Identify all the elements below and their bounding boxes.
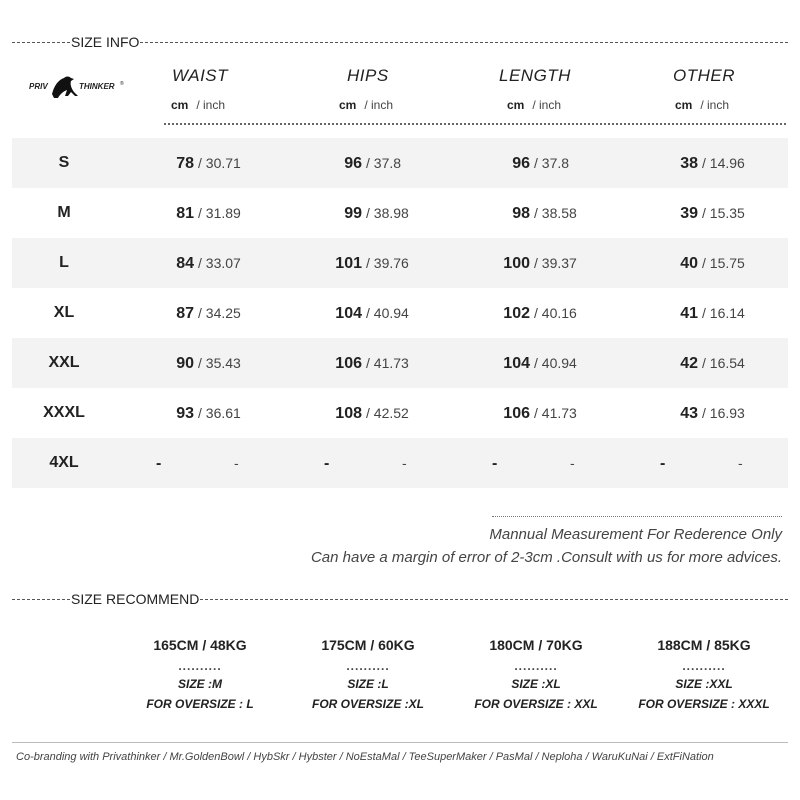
column-header-waist: WAIST [172,66,229,85]
dog-silhouette-icon [28,70,128,104]
cell-cm: 108 [335,405,362,422]
divider [200,599,788,600]
cell-inch: / 40.94 [534,355,577,371]
cell-inch: / 38.58 [534,205,577,221]
cell-cm: 78 [176,155,194,172]
table-cell [482,238,577,289]
unit-label [507,98,561,112]
cell-inch: / 40.94 [366,305,409,321]
size-label: XL [53,304,75,321]
cell-cm: 96 [344,155,362,172]
size-info-heading [12,34,788,50]
table-cell [314,388,409,439]
table-cell [314,188,409,239]
table-cell [314,138,401,189]
cell-inch: / 30.71 [198,155,241,171]
cell-inch: / 14.96 [702,155,745,171]
cell-cm: 38 [680,155,698,172]
cell-cm: 106 [503,405,530,422]
table-cell [650,388,745,439]
cell-inch: / 37.8 [366,155,402,171]
size-recommend-title: SIZE RECOMMEND [71,591,200,607]
cell-inch: / 41.73 [534,405,577,421]
cell-inch: / 16.14 [702,305,745,321]
table-cell [314,338,409,389]
cell-inch: / 15.75 [702,255,745,271]
cell-cm: - [324,455,330,472]
unit-label [339,98,393,112]
oversize-size: FOR OVERSIZE : XXXL [638,697,770,711]
cell-cm: 106 [335,355,362,372]
cell-inch: / 16.93 [702,405,745,421]
table-cell [482,138,569,189]
footer-divider [12,742,788,743]
oversize-size: FOR OVERSIZE :XL [311,697,424,711]
table-cell [650,188,745,239]
header-dotted-divider [164,123,786,125]
table-row [12,138,788,188]
recommended-size: SIZE :L [347,677,389,691]
cell-cm: 100 [503,255,530,272]
table-cell [146,288,241,339]
table-cell [650,138,745,189]
size-label: S [58,154,70,171]
dotted-separator: .......... [178,659,222,673]
oversize-size: FOR OVERSIZE : L [146,697,254,711]
table-cell [146,338,241,389]
divider [12,599,70,600]
cell-inch: / 15.35 [702,205,745,221]
unit-cm: cm [171,98,189,112]
column-header-hips: HIPS [347,66,389,85]
recommended-size: SIZE :XL [511,677,561,691]
table-cell [314,238,409,289]
table-cell [152,438,239,489]
recommendation-card [456,637,616,711]
table-cell [146,238,241,289]
cell-cm: - [156,455,162,472]
unit-label [171,98,225,112]
recommendation-card [120,637,280,711]
cell-cm: - [492,455,498,472]
measurement-note: Mannual Measurement For Rederence Only [489,526,782,543]
svg-text:®: ® [120,81,124,87]
cell-cm: 40 [680,255,698,272]
unit-cm: cm [339,98,357,112]
table-row [12,388,788,438]
size-label: XXXL [43,404,85,421]
cell-cm: 104 [335,305,362,322]
cell-inch: / 42.52 [366,405,409,421]
svg-text:THINKER: THINKER [79,82,115,91]
table-cell [488,438,575,489]
cell-cm: 41 [680,305,698,322]
cell-cm: 42 [680,355,698,372]
recommended-size: SIZE :M [178,677,222,691]
column-header-length: LENGTH [499,66,571,85]
table-cell [320,438,407,489]
unit-inch: / inch [700,98,730,112]
table-row [12,338,788,388]
table-cell [650,288,745,339]
cell-inch: / 39.37 [534,255,577,271]
height-weight: 175CM / 60KG [321,637,415,653]
cell-inch: - [402,455,407,471]
table-row [12,238,788,288]
cell-inch: / 39.76 [366,255,409,271]
cell-cm: 39 [680,205,698,222]
cell-cm: 101 [335,255,362,272]
unit-inch: / inch [196,98,226,112]
cell-inch: / 31.89 [198,205,241,221]
co-branding-footer: Co-branding with Privathinker / Mr.GoldenBowl / HybSkr / Hybster / NoEstaMal / TeeSuperMaker / PasMal / Neploha / WaruKuNai / ExtFiNation [16,751,714,763]
recommendation-card [624,637,784,711]
unit-cm: cm [507,98,525,112]
table-cell [314,288,409,339]
unit-inch: / inch [532,98,562,112]
height-weight: 188CM / 85KG [657,637,751,653]
cell-cm: 93 [176,405,194,422]
table-cell [482,188,577,239]
cell-inch: / 36.61 [198,405,241,421]
margin-note: Can have a margin of error of 2-3cm .Consult with us for more advices. [310,549,782,566]
cell-inch: / 35.43 [198,355,241,371]
table-cell [146,388,241,439]
size-label: L [59,254,69,271]
unit-inch: / inch [364,98,394,112]
dotted-separator: .......... [682,659,726,673]
cell-cm: 87 [176,305,194,322]
cell-cm: 90 [176,355,194,372]
table-cell [482,388,577,439]
height-weight: 165CM / 48KG [153,637,247,653]
divider [140,42,788,43]
table-cell [650,338,745,389]
cell-inch: - [570,455,575,471]
cell-cm: 84 [176,255,194,272]
dotted-separator: .......... [514,659,558,673]
cell-inch: / 33.07 [198,255,241,271]
cell-inch: / 34.25 [198,305,241,321]
size-recommend-heading [12,591,788,607]
cell-inch: / 37.8 [534,155,570,171]
brand-logo [28,70,128,104]
cell-inch: / 40.16 [534,305,577,321]
cell-cm: 96 [512,155,530,172]
cell-inch: / 38.98 [366,205,409,221]
cell-cm: 104 [503,355,530,372]
cell-cm: 99 [344,205,362,222]
recommended-size: SIZE :XXL [675,677,733,691]
svg-text:PRIV: PRIV [29,82,48,91]
cell-cm: 43 [680,405,698,422]
unit-cm: cm [675,98,693,112]
table-row [12,188,788,238]
table-cell [656,438,743,489]
cell-cm: 81 [176,205,194,222]
table-cell [146,188,241,239]
table-cell [650,238,745,289]
table-cell [146,138,241,189]
oversize-size: FOR OVERSIZE : XXL [474,697,598,711]
cell-inch: / 16.54 [702,355,745,371]
cell-cm: 98 [512,205,530,222]
cell-cm: 102 [503,305,530,322]
divider [12,42,70,43]
note-dotted-divider [492,516,782,517]
unit-label [675,98,729,112]
size-label: M [57,204,71,221]
dotted-separator: .......... [346,659,390,673]
size-label: XXL [48,354,80,371]
column-header-other: OTHER [673,66,735,85]
table-row [12,288,788,338]
cell-cm: - [660,455,666,472]
cell-inch: / 41.73 [366,355,409,371]
size-info-title: SIZE INFO [71,34,140,50]
size-label: 4XL [49,454,79,471]
table-cell [482,338,577,389]
table-cell [482,288,577,339]
recommendation-card [288,637,448,711]
table-row [12,438,788,488]
cell-inch: - [234,455,239,471]
cell-inch: - [738,455,743,471]
height-weight: 180CM / 70KG [489,637,583,653]
